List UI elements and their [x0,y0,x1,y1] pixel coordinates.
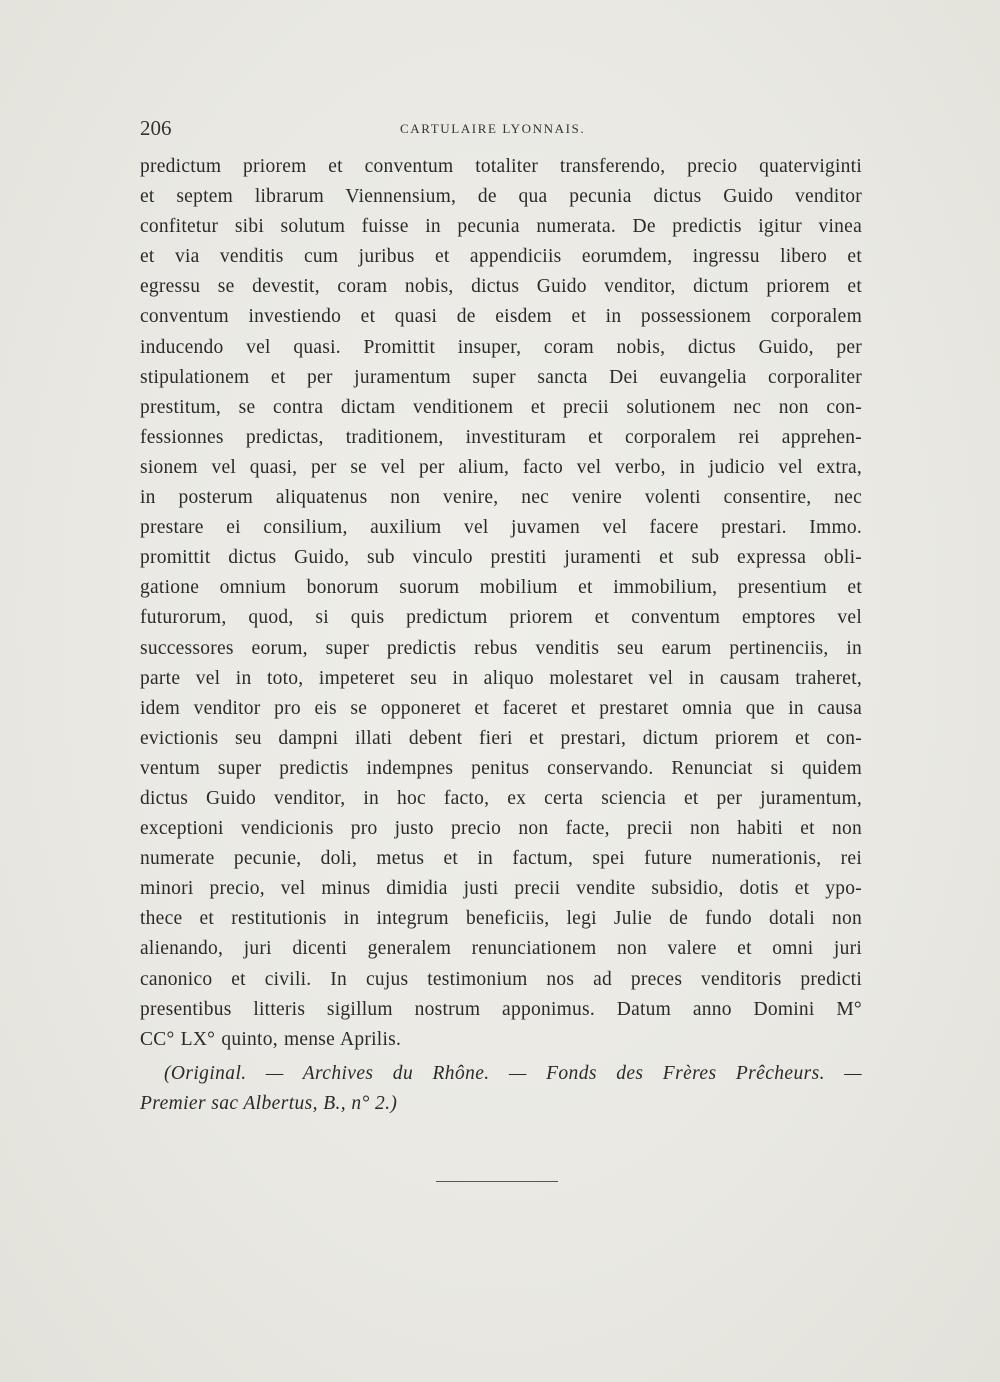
citation-line: Premier sac Albertus, B., n° 2.) [140,1093,398,1114]
text-line: idem venditor pro eis se opponeret et faceret et prestaret omnia que in causa [140,697,862,719]
text-line: thece et restitutionis in integrum beneficiis, legi Julie de fundo dotali non [140,908,862,930]
page-number: 206 [140,116,172,140]
text-line: exceptioni vendicionis pro justo precio non facte, precii non habiti et non [140,818,862,840]
charter-text [140,152,862,1055]
text-line: predictum priorem et conventum totaliter transferendo, precio quaterviginti [140,156,862,177]
text-line: gatione omnium bonorum suorum mobilium et immobilium, presentium et [140,577,862,599]
text-line: canonico et civili. In cujus testimonium nos ad preces venditoris predicti [140,968,862,990]
text-line: sionem vel quasi, per se vel per alium, facto vel verbo, in judicio vel extra, [140,456,862,478]
closing-rule [436,1181,558,1182]
text-line: egressu se devestit, coram nobis, dictus Guido venditor, dictum priorem et [140,276,862,298]
page-header [140,116,860,146]
text-line: et septem librarum Viennensium, de qua pecunia dictus Guido venditor [140,186,862,208]
text-line: dictus Guido venditor, in hoc facto, ex certa sciencia et per juramentum, [140,787,862,809]
text-line: alienando, juri dicenti generalem renunciationem non valere et omni juri [140,938,862,960]
text-line: ventum super predictis indempnes penitus conservando. Renunciat si quidem [140,757,862,779]
text-line: parte vel in toto, impeteret seu in aliquo molestaret vel in causam traheret, [140,667,862,689]
citation-line: (Original. — Archives du Rhône. — Fonds des Frères Prêcheurs. — [164,1063,862,1084]
text-line: numerate pecunie, doli, metus et in factum, spei future numerationis, rei [140,848,862,870]
text-line: inducendo vel quasi. Promittit insuper, coram nobis, dictus Guido, per [140,336,862,358]
text-line: CC° LX° quinto, mense Aprilis. [140,1028,402,1050]
text-line: presentibus litteris sigillum nostrum apponimus. Datum anno Domini M° [140,998,862,1020]
text-line: stipulationem et per juramentum super sancta Dei euvangelia corporaliter [140,366,862,388]
text-line: in posterum aliquatenus non venire, nec venire volenti consentire, nec [140,487,862,509]
text-line: conventum investiendo et quasi de eisdem et in possessionem corporalem [140,306,862,328]
text-line: evictionis seu dampni illati debent fieri et prestari, dictum priorem et con- [140,727,862,749]
text-line: prestitum, se contra dictam venditionem et precii solutionem nec non con- [140,396,862,418]
text-line: prestare ei consilium, auxilium vel juvamen vel facere prestari. Immo. [140,517,862,539]
text-line: successores eorum, super predictis rebus venditis seu earum pertinenciis, in [140,637,862,659]
text-line: promittit dictus Guido, sub vinculo prestiti juramenti et sub expressa obli- [140,547,862,569]
text-line: minori precio, vel minus dimidia justi precii vendite subsidio, dotis et ypo- [140,878,862,900]
source-citation [140,1059,862,1119]
text-line: fessionnes predictas, traditionem, investituram et corporalem rei apprehen- [140,426,862,448]
running-title: CARTULAIRE LYONNAIS. [400,121,586,136]
text-line: et via venditis cum juribus et appendiciis eorumdem, ingressu libero et [140,246,862,268]
text-line: confitetur sibi solutum fuisse in pecunia numerata. De predictis igitur vinea [140,216,862,238]
text-line: futurorum, quod, si quis predictum priorem et conventum emptores vel [140,607,862,629]
